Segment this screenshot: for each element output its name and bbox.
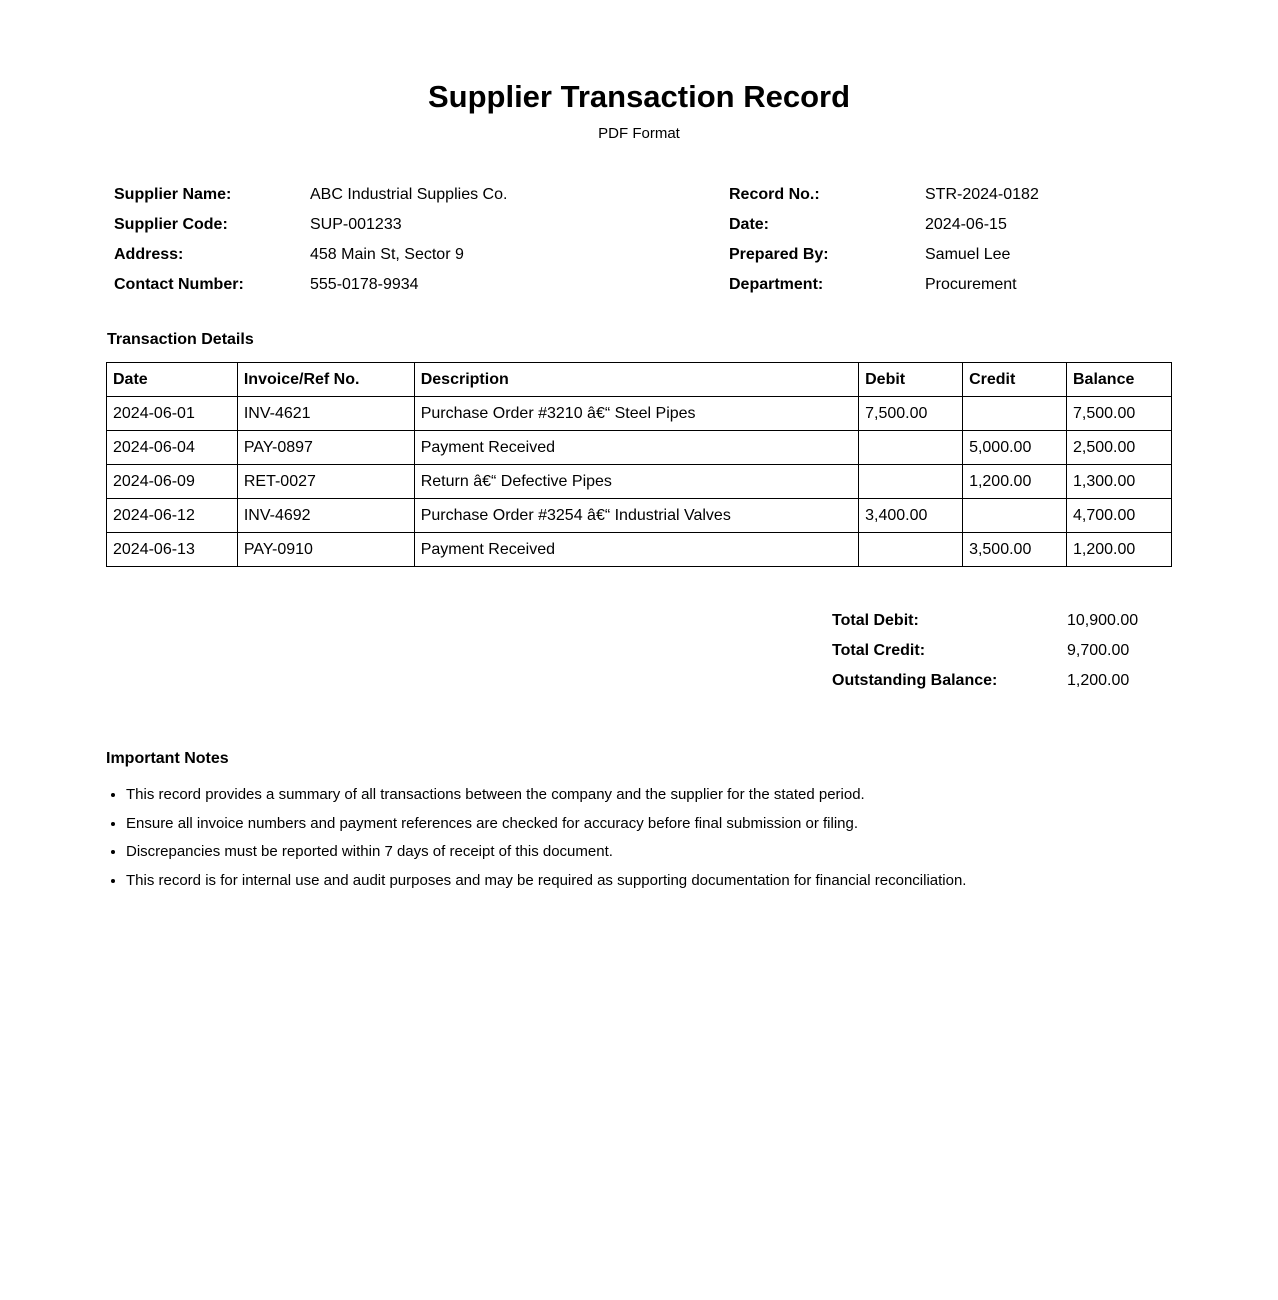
column-header-debit: Debit — [859, 363, 963, 397]
cell-description: Purchase Order #3210 â€“ Steel Pipes — [414, 397, 858, 431]
table-row — [107, 499, 1172, 533]
supplier-name-row — [114, 180, 507, 210]
important-notes-heading: Important Notes — [106, 750, 229, 767]
cell-credit — [963, 499, 1067, 533]
table-header-row — [107, 363, 1172, 397]
cell-credit: 1,200.00 — [963, 465, 1067, 499]
cell-debit — [859, 431, 963, 465]
outstanding-balance-label: Outstanding Balance: — [832, 672, 998, 689]
cell-description: Return â€“ Defective Pipes — [414, 465, 858, 499]
supplier-info — [114, 180, 507, 300]
supplier-code-row — [114, 210, 507, 240]
cell-debit: 3,400.00 — [859, 499, 963, 533]
department-value: Procurement — [925, 276, 1017, 293]
record-no-label: Record No.: — [729, 186, 820, 203]
list-item: • Discrepancies must be reported within 7 days of receipt of this document. — [126, 838, 1226, 867]
cell-date: 2024-06-12 — [107, 499, 238, 533]
table-row — [107, 431, 1172, 465]
transaction-table — [106, 362, 1172, 567]
list-item: • Ensure all invoice numbers and payment references are checked for accuracy before final submission or filing. — [126, 810, 1226, 839]
cell-balance: 4,700.00 — [1067, 499, 1172, 533]
record-info — [729, 180, 1039, 300]
page-title: Supplier Transaction Record — [427, 79, 851, 114]
outstanding-balance-row — [832, 666, 1138, 696]
cell-balance: 7,500.00 — [1067, 397, 1172, 431]
record-no-value: STR-2024-0182 — [925, 186, 1039, 203]
date-row — [729, 210, 1039, 240]
total-credit-value: 9,700.00 — [1067, 642, 1130, 659]
cell-description: Payment Received — [414, 533, 858, 567]
department-label: Department: — [729, 276, 824, 293]
list-item: • This record provides a summary of all transactions between the company and the supplier for the stated period. — [126, 781, 1226, 810]
totals-summary — [832, 606, 1138, 696]
outstanding-balance-value: 1,200.00 — [1067, 672, 1130, 689]
contact-number-value: 555-0178-9934 — [310, 276, 419, 293]
cell-balance: 1,200.00 — [1067, 533, 1172, 567]
contact-number-row — [114, 270, 507, 300]
total-debit-value: 10,900.00 — [1067, 612, 1139, 629]
cell-debit: 7,500.00 — [859, 397, 963, 431]
address-row — [114, 240, 507, 270]
column-header-credit: Credit — [963, 363, 1067, 397]
cell-balance: 1,300.00 — [1067, 465, 1172, 499]
prepared-by-value: Samuel Lee — [925, 246, 1011, 263]
table-row — [107, 397, 1172, 431]
cell-date: 2024-06-01 — [107, 397, 238, 431]
cell-invoice: PAY-0910 — [237, 533, 414, 567]
transaction-details-heading: Transaction Details — [107, 331, 254, 348]
supplier-name-label: Supplier Name: — [114, 186, 232, 203]
supplier-name-value: ABC Industrial Supplies Co. — [310, 186, 508, 203]
list-item: • This record is for internal use and audit purposes and may be required as supporting documentation for financial reconciliation. — [126, 867, 1226, 896]
page-subtitle: PDF Format — [598, 125, 680, 142]
total-debit-row — [832, 606, 1138, 636]
cell-credit — [963, 397, 1067, 431]
cell-description: Payment Received — [414, 431, 858, 465]
date-label: Date: — [729, 216, 770, 233]
cell-invoice: INV-4621 — [237, 397, 414, 431]
cell-date: 2024-06-04 — [107, 431, 238, 465]
prepared-by-row — [729, 240, 1039, 270]
cell-credit: 5,000.00 — [963, 431, 1067, 465]
cell-invoice: INV-4692 — [237, 499, 414, 533]
cell-credit: 3,500.00 — [963, 533, 1067, 567]
total-debit-label: Total Debit: — [832, 612, 919, 629]
total-credit-label: Total Credit: — [832, 642, 926, 659]
table-row — [107, 465, 1172, 499]
column-header-balance: Balance — [1067, 363, 1172, 397]
supplier-code-value: SUP-001233 — [310, 216, 402, 233]
cell-date: 2024-06-09 — [107, 465, 238, 499]
prepared-by-label: Prepared By: — [729, 246, 829, 263]
supplier-code-label: Supplier Code: — [114, 216, 228, 233]
notes-list — [106, 781, 1226, 896]
date-value: 2024-06-15 — [925, 216, 1007, 233]
table-row — [107, 533, 1172, 567]
column-header-invoice: Invoice/Ref No. — [237, 363, 414, 397]
cell-debit — [859, 465, 963, 499]
column-header-description: Description — [414, 363, 858, 397]
contact-number-label: Contact Number: — [114, 276, 244, 293]
cell-invoice: PAY-0897 — [237, 431, 414, 465]
total-credit-row — [832, 636, 1138, 666]
column-header-date: Date — [107, 363, 238, 397]
cell-invoice: RET-0027 — [237, 465, 414, 499]
cell-description: Purchase Order #3254 â€“ Industrial Valves — [414, 499, 858, 533]
address-label: Address: — [114, 246, 184, 263]
address-value: 458 Main St, Sector 9 — [310, 246, 464, 263]
cell-date: 2024-06-13 — [107, 533, 238, 567]
cell-debit — [859, 533, 963, 567]
cell-balance: 2,500.00 — [1067, 431, 1172, 465]
record-no-row — [729, 180, 1039, 210]
department-row — [729, 270, 1039, 300]
